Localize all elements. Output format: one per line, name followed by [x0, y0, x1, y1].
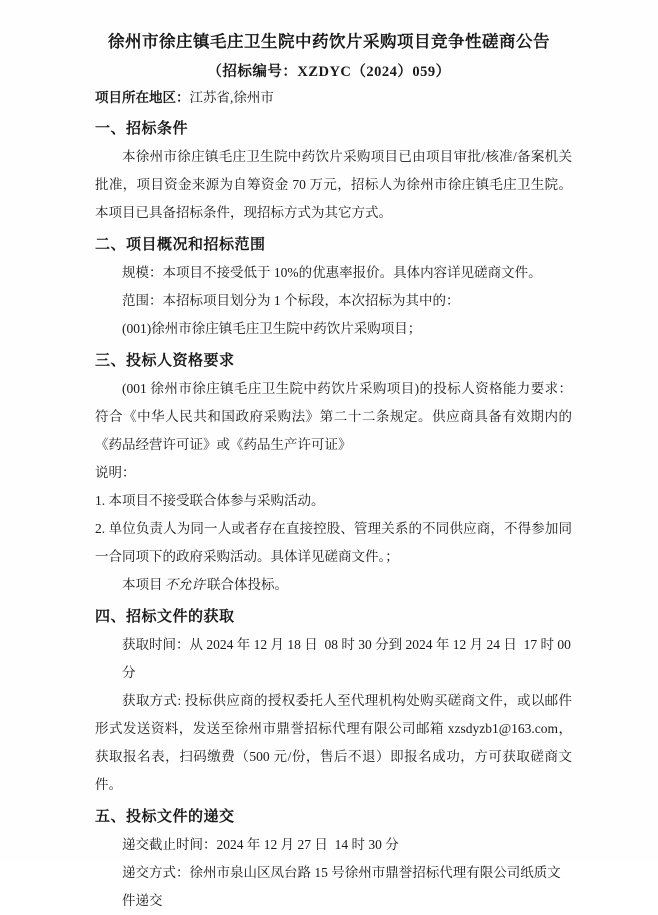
- no-joint-bid-suffix: 联合体投标。: [207, 577, 288, 592]
- section-2-heading: 二、项目概况和招标范围: [95, 237, 266, 253]
- project-location-line: [95, 84, 572, 112]
- bid-number-line: （招标编号：XZDYC（2024）059）: [207, 64, 451, 80]
- obtain-time-line: 获取时间：从 2024 年 12 月 18 日 08 时 30 分到 2024 年 12 月 24 日 17 时 00 分: [122, 637, 575, 680]
- scope-line: 范围：本招标项目划分为 1 个标段，本次招标为其中的：: [122, 293, 460, 308]
- note-item-2: 2. 单位负责人为同一人或者存在直接控股、管理关系的不同供应商，不得参加同一合同项下的政府采购活动。具体详见磋商文件。；: [95, 521, 572, 564]
- obtain-method-body: 获取方式: 投标供应商的授权委托人至代理机构处购买磋商文件，或以邮件形式发送资料，发送至徐州市鼎誉招标代理有限公司邮箱 xzsdyzb1@163.com，获取报名表，扫码缴费（500 元/份，售后不退）即报名成功，方可获取磋商文件。: [95, 693, 572, 792]
- no-joint-bid-emphasis: 不允许: [164, 577, 205, 592]
- note-label: 说明：: [95, 465, 136, 480]
- note-item-1: 1. 本项目不接受联合体参与采购活动。: [95, 493, 325, 508]
- section-5-heading: 五、投标文件的递交: [95, 809, 235, 825]
- project-location-label: 项目所在地区：: [95, 90, 190, 105]
- project-location-value: 江苏省,徐州市: [189, 90, 274, 105]
- section-3-heading: 三、投标人资格要求: [95, 353, 235, 369]
- section-1-heading: 一、招标条件: [95, 121, 189, 137]
- section-4-heading: 四、招标文件的获取: [95, 609, 235, 625]
- doc-title: 徐州市徐庄镇毛庄卫生院中药饮片采购项目竞争性磋商公告: [108, 32, 550, 51]
- lot-line: (001)徐州市徐庄镇毛庄卫生院中药饮片采购项目；: [122, 321, 422, 336]
- submit-method-line: 递交方式：徐州市泉山区凤台路 15 号徐州市鼎誉招标代理有限公司纸质文件递交: [122, 865, 561, 908]
- no-joint-bid-line: [95, 571, 572, 599]
- submit-deadline-line: 递交截止时间：2024 年 12 月 27 日 14 时 30 分: [122, 837, 399, 852]
- section-1-body: 本徐州市徐庄镇毛庄卫生院中药饮片采购项目已由项目审批/核准/备案机关批准，项目资金来源为自筹资金 70 万元，招标人为徐州市徐庄镇毛庄卫生院。本项目已具备招标条件，现招标方式为其它方式。: [95, 149, 572, 220]
- section-3-body: (001 徐州市徐庄镇毛庄卫生院中药饮片采购项目)的投标人资格能力要求：符合《中华人民共和国政府采购法》第二十二条规定。供应商具备有效期内的《药品经营许可证》或《药品生产许可证》: [95, 381, 572, 452]
- no-joint-bid-prefix: 本项目: [122, 577, 163, 592]
- scale-line: 规模：本项目不接受低于 10%的优惠率报价。具体内容详见磋商文件。: [122, 265, 542, 280]
